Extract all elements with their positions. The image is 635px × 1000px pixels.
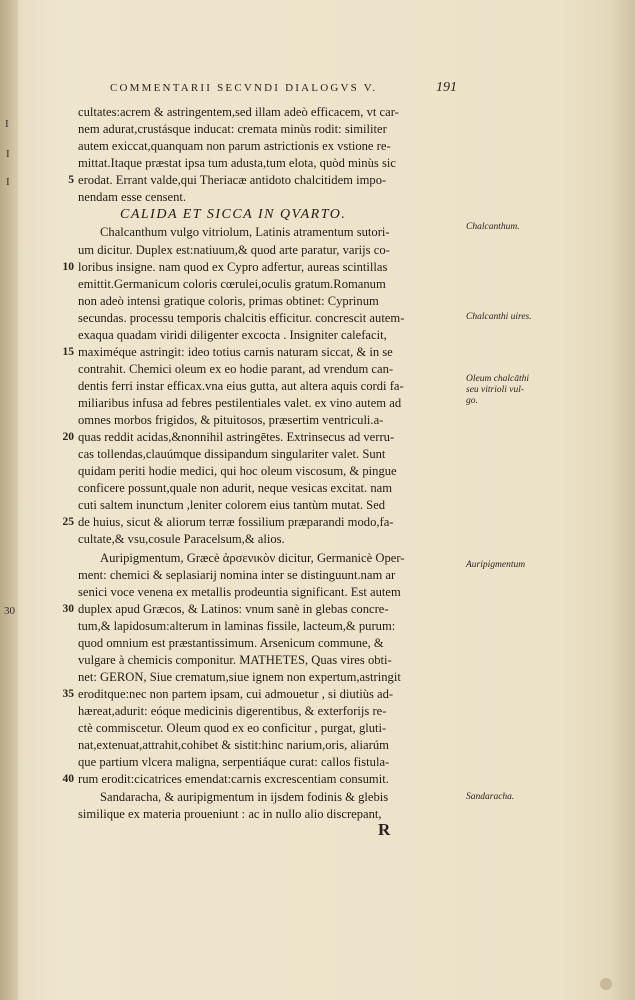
text-line: contrahit. Chemici oleum ex eo hodie parant, ad vrendum can- xyxy=(78,362,394,376)
text-line: rum erodit:cicatrices emendat:carnis excrescentiam consumit. xyxy=(78,772,389,786)
text-line: emittit.Germanicum coloris cœrulei,oculis gratum.Romanum xyxy=(78,277,386,291)
line-number: 15 xyxy=(62,346,74,358)
text-line: senici voce venena ex metallis prodeuntia significant. Est autem xyxy=(78,585,401,599)
margin-note-chalcanthum: Chalcanthum. xyxy=(466,222,520,232)
line-number: 40 xyxy=(62,773,74,785)
line-number: 25 xyxy=(62,516,74,528)
text-line: similique ex materia proueniunt : ac in nullo alio discrepant, xyxy=(78,807,382,821)
text-line: eroditque:nec non partem ipsam, cui admouetur , si diutiùs ad- xyxy=(78,687,394,701)
text-line: cuti saltem inunctum ,leniter colorem eius tantùm mutat. Sed xyxy=(78,498,386,512)
left-margin-mark: 30 xyxy=(4,605,15,617)
text-line: vulgare à chemicis componitur. MATHETES, Quas vires obti- xyxy=(78,653,392,667)
text-line: quas reddit acidas,&nonnihil astringētes. Extrinsecus ad verru- xyxy=(78,430,395,444)
text-line: cultates:acrem & astringentem,sed illam adeò efficacem, vt car- xyxy=(78,105,399,119)
text-line: secundas. processu temporis chalcitis efficitur. concrescit autem- xyxy=(78,311,405,325)
text-line: dentis ferri instar efficax.vna eius gutta, aut altera aquis cordi fa- xyxy=(78,379,404,393)
text-line: tum,& lapidosum:alterum in laminas fissile, lacteum,& purum: xyxy=(78,619,396,633)
text-line: miliaribus infusa ad febres pestilentiales valet. ex vino autem ad xyxy=(78,396,402,410)
text-line: conficere possunt,quale non adurit, neque vesicas excitat. nam xyxy=(78,481,393,495)
text-line: cultate,& vsu,cosule Paracelsum,& alios. xyxy=(78,532,285,546)
left-margin-mark: I xyxy=(5,118,9,130)
line-number: 20 xyxy=(62,431,74,443)
text-line: cas tollendas,clauúmque dissipandum singulariter valet. Sunt xyxy=(78,447,386,461)
text-line: erodat. Errant valde,qui Theriacæ antidoto chalcitidem impo- xyxy=(78,173,387,187)
margin-note-chalcanthi-vires: Chalcanthi uires. xyxy=(466,312,532,322)
text-line: Sandaracha, & auripigmentum in ijsdem fodinis & glebis xyxy=(100,790,389,804)
line-number: 35 xyxy=(62,688,74,700)
line-number: 30 xyxy=(62,603,74,615)
text-line: quod omnium est præstantissimum. Arsenicum commune, & xyxy=(78,636,384,650)
text-line: ment: chemici & seplasiarij nomina inter se distinguunt.nam ar xyxy=(78,568,396,582)
left-margin-mark: I xyxy=(6,176,10,188)
margin-note-oleum-line-1: Oleum chalcāthi xyxy=(466,374,530,384)
text-line: nem adurat,crustásque inducat: cremata minùs rodit: similiter xyxy=(78,122,387,136)
text-line: Auripigmentum, Græcè ἀρσενικὸν dicitur, Germanicè Oper- xyxy=(100,551,405,565)
text-line: loribus insigne. nam quod ex Cypro adfertur, aureas scintillas xyxy=(78,260,388,274)
text-line: ctè commiscetur. Oleum quod ex eo conficitur , purgat, gluti- xyxy=(78,721,387,735)
margin-note-oleum-line-2: seu vitrioli vul- xyxy=(466,385,525,395)
text-line: autem exiccat,quanquam non parum astrictionis ex vstione re- xyxy=(78,139,391,153)
margin-note-oleum-line-3: go. xyxy=(466,396,478,406)
text-line: mittat.Itaque præstat ipsa tum adusta,tum elota, quòd minùs sic xyxy=(78,156,396,170)
folio-number: 191 xyxy=(436,80,457,95)
margin-note-sandaracha: Sandaracha. xyxy=(466,792,515,802)
text-line: de huius, sicut & aliorum terræ fossilium præparandi modo,fa- xyxy=(78,515,394,529)
text-line: duplex apud Græcos, & Latinos: vnum sanè in glebas concre- xyxy=(78,602,389,616)
text-line: quidam periti hodie medici, qui hoc oleum viscosum, & pingue xyxy=(78,464,397,478)
text-line: Chalcanthum vulgo vitriolum, Latinis atramentum sutori- xyxy=(100,225,390,239)
catchword: R xyxy=(378,820,391,839)
text-line: maximéque astringit: ideo totius carnis naturam siccat, & in se xyxy=(78,345,393,359)
text-line: nat,extenuat,attrahit,cohibet & sistit:hinc narium,oris, aliarúm xyxy=(78,738,389,752)
line-number: 5 xyxy=(68,174,74,186)
line-number: 10 xyxy=(62,261,74,273)
text-line: exaqua quadam viridi diligenter excocta . Insigniter calefacit, xyxy=(78,328,387,342)
text-line: que partium vlcera maligna, serpentiáque curat: callos fistula- xyxy=(78,755,390,769)
text-line: nendam esse censent. xyxy=(78,190,187,204)
corner-stamp xyxy=(600,978,612,990)
text-line: net: GERON, Siue crematum,siue ignem non expertum,astringit xyxy=(78,670,401,684)
section-heading: CALIDA ET SICCA IN QVARTO. xyxy=(120,207,347,222)
text-line: um dicitur. Duplex est:natiuum,& quod arte paratur, varijs co- xyxy=(78,243,390,257)
running-head: COMMENTARII SECVNDI DIALOGVS V. xyxy=(110,82,378,94)
margin-note-auripigmentum: Auripigmentum xyxy=(466,560,526,570)
text-line: hæreat,adurit: eóque medicinis digerentibus, & exterforijs re- xyxy=(78,704,387,718)
text-line: non adeò intensi gratique coloris, primas obtinet: Cyprinum xyxy=(78,294,379,308)
text-line: omnes morbos frigidos, & pituitosos, præsertim ventriculi.a- xyxy=(78,413,384,427)
left-margin-mark: I xyxy=(6,148,10,160)
